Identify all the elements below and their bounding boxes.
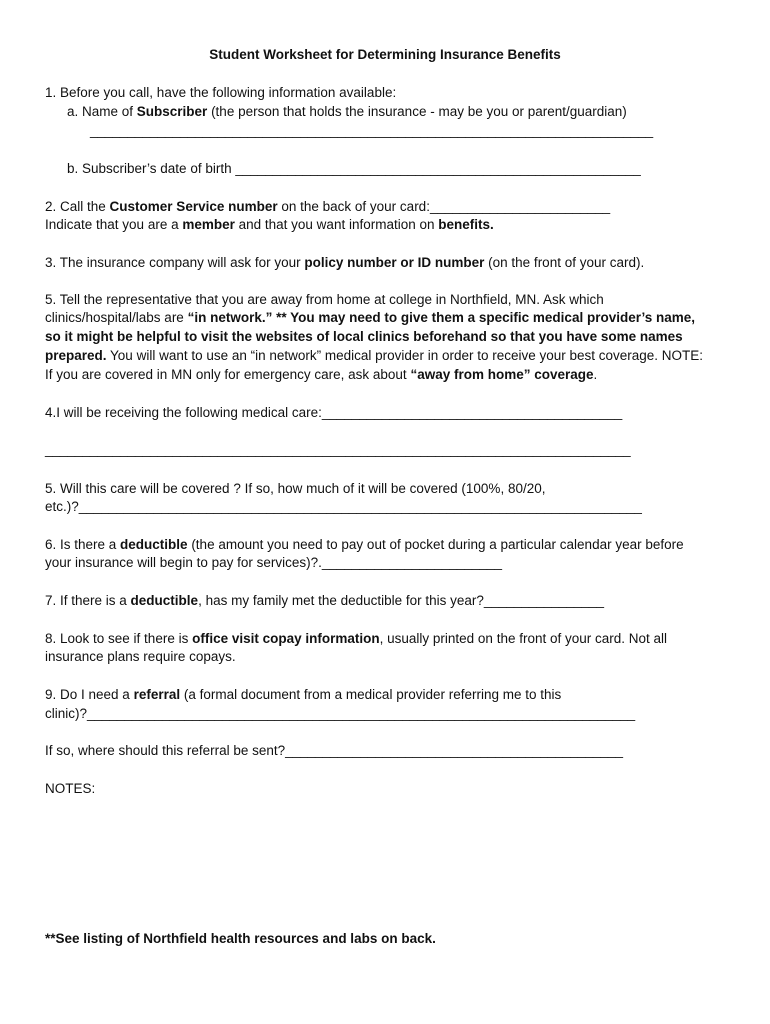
q8-rest: , usually printed on the front of your card. Not all: [379, 631, 668, 646]
q2-line2-bold2: benefits.: [438, 217, 494, 232]
q1a-blank: ___________________________________________________________________________: [90, 123, 654, 138]
q5a-line2-bold: “in network.” ** You may need to give them a specific medical provider’s name,: [187, 310, 695, 325]
q6-prefix: 6. Is there a: [45, 537, 121, 552]
q7-bold: deductible: [130, 593, 199, 608]
q3-bold: policy number or ID number: [304, 255, 485, 270]
q8-prefix: 8. Look to see if there is: [45, 631, 193, 646]
q5a-line4-bold: prepared.: [45, 348, 107, 363]
footer-note: **See listing of Northfield health resources and labs on back.: [45, 931, 436, 946]
q9-line2: clinic)?_________________________________________________________________________: [45, 706, 636, 721]
q6-line1: [45, 536, 684, 554]
q4-line1: 4.I will be receiving the following medical care:________________________________________: [45, 405, 623, 420]
q7-text: [45, 592, 604, 610]
q5a-line5-end: .: [593, 367, 598, 382]
q7-prefix: 7. If there is a: [45, 593, 131, 608]
q2-line2-bold1: member: [182, 217, 235, 232]
q9-line1: [45, 686, 561, 704]
q6-line2: your insurance will begin to pay for services)?.________________________: [45, 555, 503, 570]
q5b-line1: 5. Will this care will be covered ? If so, how much of it will be covered (100%, 80/20,: [45, 481, 546, 496]
notes-label: NOTES:: [45, 781, 96, 796]
q9-bold: referral: [133, 687, 181, 702]
q7-rest: , has my family met the deductible for this year?________________: [198, 593, 605, 608]
q2-text: [45, 198, 610, 216]
q6-bold: deductible: [120, 537, 188, 552]
page-title: Student Worksheet for Determining Insurance Benefits: [209, 47, 561, 62]
q9-line3: If so, where should this referral be sent?_____________________________________________: [45, 743, 623, 758]
q1b-text: b. Subscriber’s date of birth ______________________________________________________: [67, 161, 641, 176]
q5b-line2: etc.)?___________________________________________________________________________: [45, 499, 642, 514]
q6-rest: (the amount you need to pay out of pocket during a particular calendar year before: [187, 537, 684, 552]
q5a-line2-prefix: clinics/hospital/labs are: [45, 310, 188, 325]
q2-line2-mid: and that you want information on: [234, 217, 439, 232]
q5a-line3: [45, 328, 683, 346]
q3-text: [45, 254, 644, 272]
q1a-bold: Subscriber: [136, 104, 208, 119]
q2-prefix: 2. Call the: [45, 199, 110, 214]
q8-bold: office visit copay information: [192, 631, 380, 646]
q5a-line5-prefix: If you are covered in MN only for emergency care, ask about: [45, 367, 411, 382]
q8-line2: insurance plans require copays.: [45, 649, 236, 664]
q2-line2-prefix: Indicate that you are a: [45, 217, 183, 232]
q9-rest: (a formal document from a medical provider referring me to this: [180, 687, 562, 702]
q5a-line5-bold: “away from home” coverage: [410, 367, 594, 382]
q3-rest: (on the front of your card).: [484, 255, 645, 270]
q9-prefix: 9. Do I need a: [45, 687, 134, 702]
q4-line2: ______________________________________________________________________________: [45, 442, 631, 457]
q3-prefix: 3. The insurance company will ask for your: [45, 255, 305, 270]
q8-line1: [45, 630, 667, 648]
q5a-line3-bold: so it might be helpful to visit the websites of local clinics beforehand so that you have some names: [45, 329, 683, 344]
q5a-line2: [45, 309, 695, 327]
q1a-text: [67, 103, 627, 121]
q5a-line4: [45, 347, 703, 365]
q2-rest: on the back of your card:________________________: [277, 199, 611, 214]
q5a-line4-rest: You will want to use an “in network” medical provider in order to receive your best coverage. NOTE:: [106, 348, 704, 363]
q2-line2: [45, 216, 494, 234]
q5a-line1: 5. Tell the representative that you are away from home at college in Northfield, MN. Ask which: [45, 292, 604, 307]
q1-intro: 1. Before you call, have the following information available:: [45, 85, 397, 100]
q1a-prefix: a. Name of: [67, 104, 137, 119]
q1a-rest: (the person that holds the insurance - may be you or parent/guardian): [207, 104, 627, 119]
q2-bold: Customer Service number: [109, 199, 278, 214]
q5a-line5: [45, 366, 597, 384]
